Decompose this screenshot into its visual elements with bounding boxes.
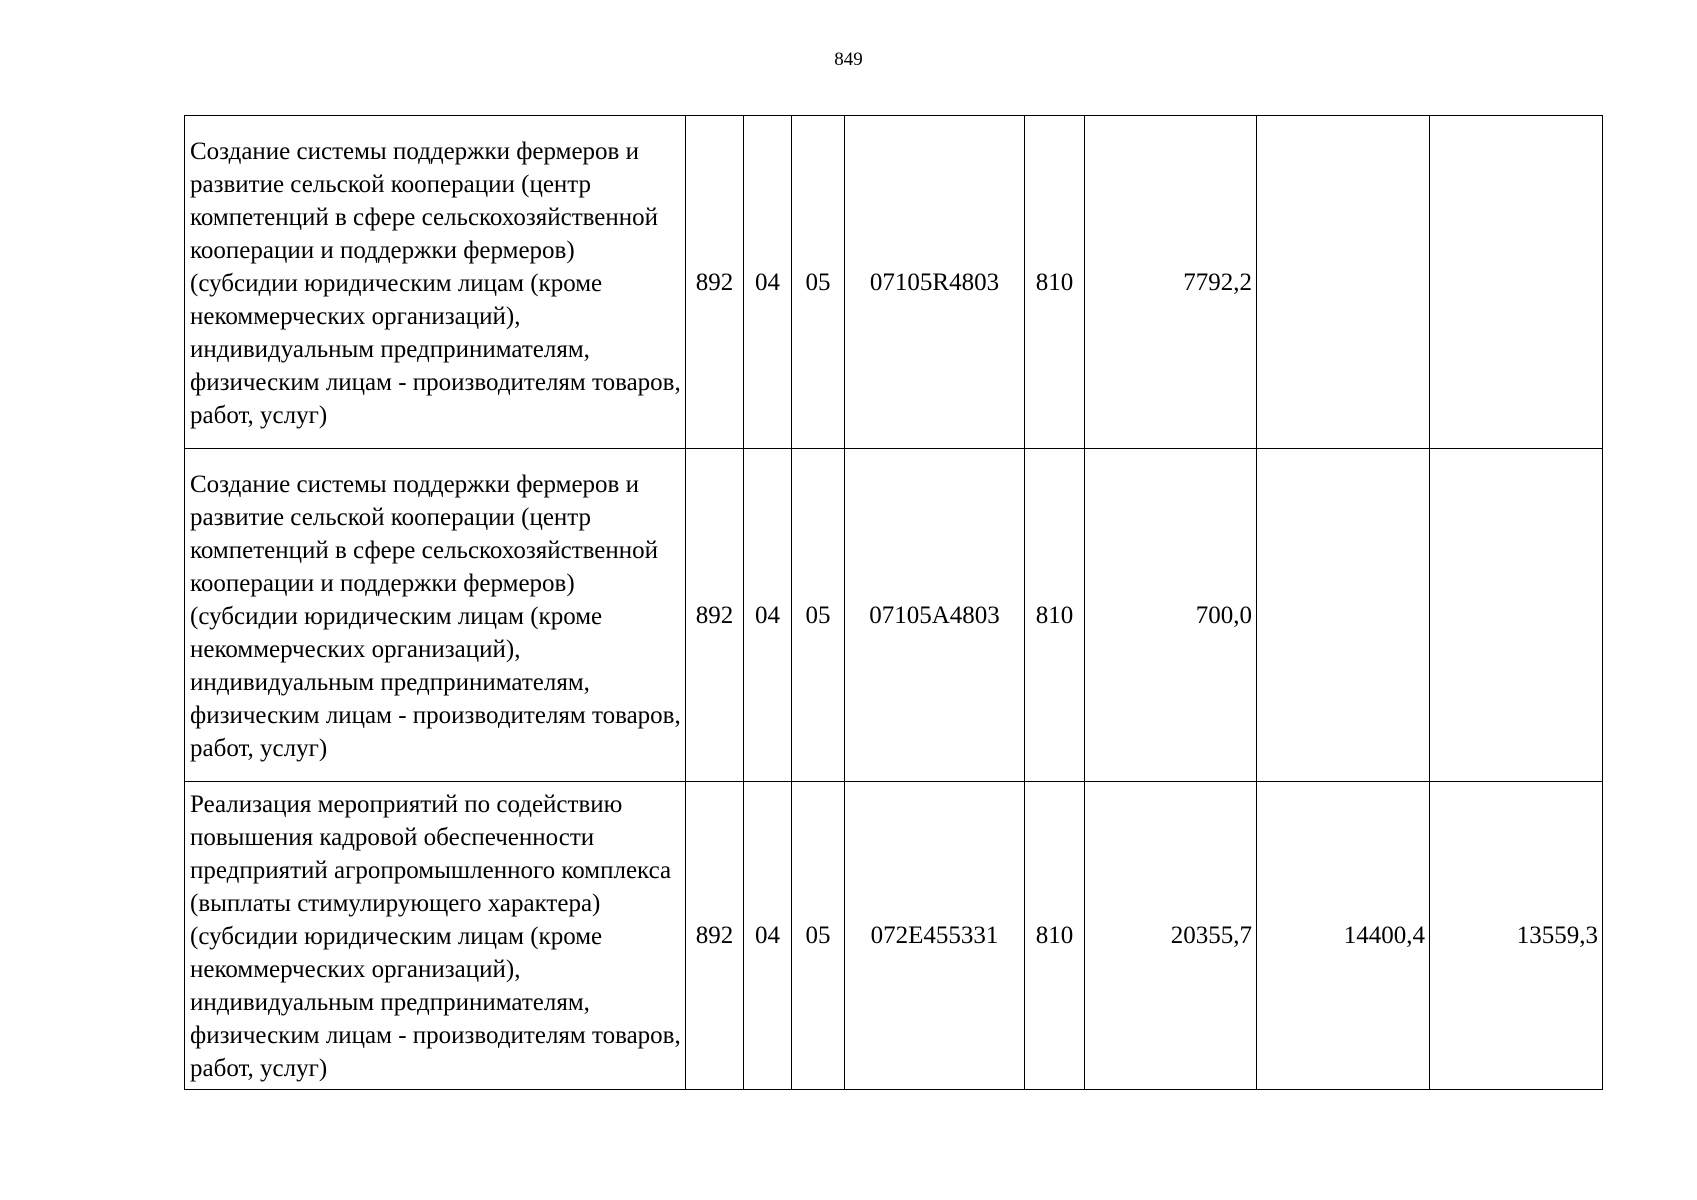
subsection-code: 05	[792, 449, 845, 782]
target-article-code: 07105A4803	[845, 449, 1025, 782]
amount-1: 700,0	[1085, 449, 1257, 782]
section-code: 04	[744, 449, 792, 782]
ministry-code: 892	[686, 116, 744, 449]
amount-2: 14400,4	[1257, 782, 1430, 1090]
amount-3	[1430, 449, 1603, 782]
row-description: Реализация мероприятий по содействию повышения кадровой обеспеченности предприятий агропромышленного комплекса (выплаты стимулирующего характера) (субсидии юридическим лицам (кроме некоммерческих организаций), индивидуальным предпринимателям, физическим лицам - производителям товаров, работ, услуг)	[185, 782, 686, 1090]
ministry-code: 892	[686, 449, 744, 782]
table-row	[185, 782, 1603, 1090]
target-article-code: 07105R4803	[845, 116, 1025, 449]
amount-2	[1257, 116, 1430, 449]
table-row	[185, 116, 1603, 449]
ministry-code: 892	[686, 782, 744, 1090]
subsection-code: 05	[792, 782, 845, 1090]
budget-table	[184, 115, 1603, 1090]
section-code: 04	[744, 782, 792, 1090]
amount-1: 7792,2	[1085, 116, 1257, 449]
expense-type-code: 810	[1025, 116, 1085, 449]
amount-3: 13559,3	[1430, 782, 1603, 1090]
amount-3	[1430, 116, 1603, 449]
row-description: Создание системы поддержки фермеров и развитие сельской кооперации (центр компетенций в сфере сельскохозяйственной кооперации и поддержки фермеров) (субсидии юридическим лицам (кроме некоммерческих организаций), индивидуальным предпринимателям, физическим лицам - производителям товаров, работ, услуг)	[185, 449, 686, 782]
expense-type-code: 810	[1025, 782, 1085, 1090]
amount-1: 20355,7	[1085, 782, 1257, 1090]
table-row	[185, 449, 1603, 782]
expense-type-code: 810	[1025, 449, 1085, 782]
subsection-code: 05	[792, 116, 845, 449]
amount-2	[1257, 449, 1430, 782]
row-description: Создание системы поддержки фермеров и развитие сельской кооперации (центр компетенций в сфере сельскохозяйственной кооперации и поддержки фермеров) (субсидии юридическим лицам (кроме некоммерческих организаций), индивидуальным предпринимателям, физическим лицам - производителям товаров, работ, услуг)	[185, 116, 686, 449]
page-number: 849	[834, 49, 863, 70]
target-article-code: 072E455331	[845, 782, 1025, 1090]
section-code: 04	[744, 116, 792, 449]
